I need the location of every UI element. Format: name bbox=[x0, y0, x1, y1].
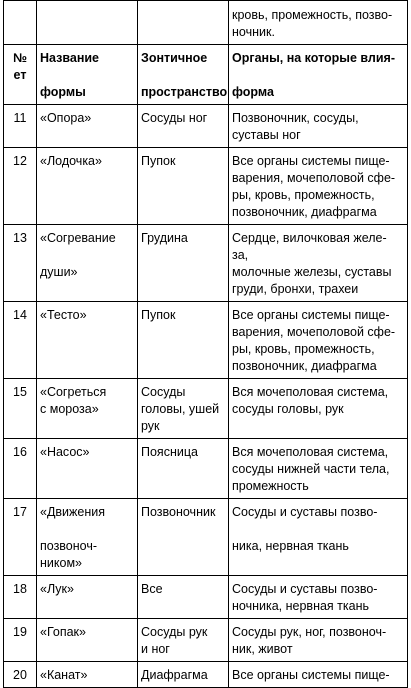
header-row bbox=[4, 45, 408, 105]
table-row bbox=[4, 148, 408, 225]
organs-cell: Сердце, вилочковая желе- за, молочные железы, суставы груди, бронхи, трахеи bbox=[229, 225, 408, 302]
row-number-cell: 18 bbox=[4, 576, 37, 619]
form-name-cell: «Согреться с мороза» bbox=[37, 379, 138, 439]
form-name-cell: «Движения позвоноч- ником» bbox=[37, 499, 138, 576]
table-row bbox=[4, 379, 408, 439]
continuation-row bbox=[4, 1, 408, 45]
continuation-cell-empty bbox=[4, 1, 37, 45]
organs-cell: Все органы системы пище- bbox=[229, 662, 408, 688]
header-name: Название формы bbox=[37, 45, 138, 105]
continuation-cell-empty bbox=[138, 1, 229, 45]
form-name-cell: «Лук» bbox=[37, 576, 138, 619]
zone-cell: Сосуды рук и ног bbox=[138, 619, 229, 662]
zone-cell: Пупок bbox=[138, 148, 229, 225]
organs-cell: Все органы системы пище- варения, мочеполовой сфе- ры, кровь, промежность, позвоночник, диафрагма bbox=[229, 302, 408, 379]
header-zone: Зонтичное пространство bbox=[138, 45, 229, 105]
zone-cell: Поясница bbox=[138, 439, 229, 499]
zone-cell: Грудина bbox=[138, 225, 229, 302]
form-name-cell: «Насос» bbox=[37, 439, 138, 499]
row-number-cell: 14 bbox=[4, 302, 37, 379]
continuation-organs-cell: кровь, промежность, позво- ночник. bbox=[229, 1, 408, 45]
exercise-table bbox=[3, 0, 408, 688]
form-name-cell: «Опора» bbox=[37, 105, 138, 148]
table-row bbox=[4, 439, 408, 499]
table-row bbox=[4, 576, 408, 619]
form-name-cell: «Лодочка» bbox=[37, 148, 138, 225]
continuation-cell-empty bbox=[37, 1, 138, 45]
table-row bbox=[4, 499, 408, 576]
form-name-cell: «Тесто» bbox=[37, 302, 138, 379]
table-row bbox=[4, 619, 408, 662]
table-row bbox=[4, 225, 408, 302]
zone-cell: Все bbox=[138, 576, 229, 619]
row-number-cell: 11 bbox=[4, 105, 37, 148]
row-number-cell: 13 bbox=[4, 225, 37, 302]
form-name-cell: «Согревание души» bbox=[37, 225, 138, 302]
organs-cell: Позвоночник, сосуды, суставы ног bbox=[229, 105, 408, 148]
organs-cell: Вся мочеполовая система, сосуды нижней части тела, промежность bbox=[229, 439, 408, 499]
zone-cell: Позвоночник bbox=[138, 499, 229, 576]
row-number-cell: 12 bbox=[4, 148, 37, 225]
zone-cell: Сосуды ног bbox=[138, 105, 229, 148]
form-name-cell: «Канат» bbox=[37, 662, 138, 688]
organs-cell: Сосуды и суставы позво- ночника, нервная ткань bbox=[229, 576, 408, 619]
organs-cell: Все органы системы пище- варения, мочеполовой сфе- ры, кровь, промежность, позвоночник, диафрагма bbox=[229, 148, 408, 225]
row-number-cell: 16 bbox=[4, 439, 37, 499]
form-name-cell: «Гопак» bbox=[37, 619, 138, 662]
row-number-cell: 19 bbox=[4, 619, 37, 662]
table-row bbox=[4, 302, 408, 379]
row-number-cell: 15 bbox=[4, 379, 37, 439]
row-number-cell: 20 bbox=[4, 662, 37, 688]
zone-cell: Диафрагма bbox=[138, 662, 229, 688]
organs-cell: Сосуды и суставы позво- ника, нервная ткань bbox=[229, 499, 408, 576]
header-number: № ет bbox=[4, 45, 37, 105]
table-row bbox=[4, 105, 408, 148]
organs-cell: Вся мочеполовая система, сосуды головы, рук bbox=[229, 379, 408, 439]
document-page bbox=[3, 0, 407, 688]
table-row bbox=[4, 662, 408, 688]
row-number-cell: 17 bbox=[4, 499, 37, 576]
table-body bbox=[4, 1, 408, 688]
zone-cell: Пупок bbox=[138, 302, 229, 379]
header-organs: Органы, на которые влия- форма bbox=[229, 45, 408, 105]
zone-cell: Сосуды головы, ушей рук bbox=[138, 379, 229, 439]
organs-cell: Сосуды рук, ног, позвоноч- ник, живот bbox=[229, 619, 408, 662]
